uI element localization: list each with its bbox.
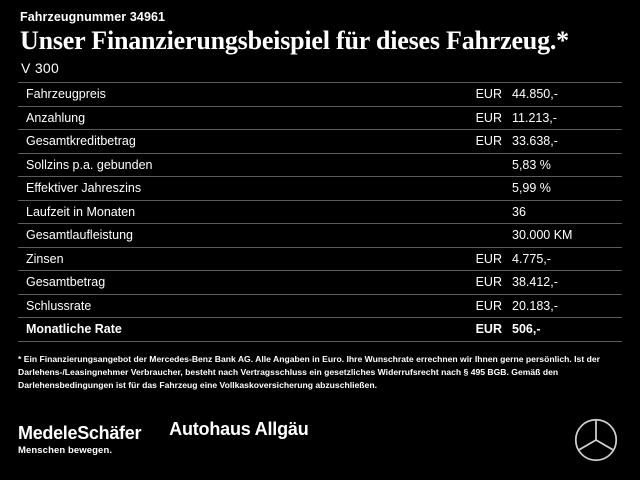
row-label: Monatliche Rate bbox=[18, 318, 460, 342]
row-label: Sollzins p.a. gebunden bbox=[18, 153, 460, 177]
footer bbox=[18, 418, 622, 462]
row-value: 506,- bbox=[512, 318, 622, 342]
row-currency bbox=[460, 177, 512, 201]
table-row bbox=[18, 83, 622, 107]
table-row bbox=[18, 294, 622, 318]
row-value: 36 bbox=[512, 200, 622, 224]
row-label: Zinsen bbox=[18, 247, 460, 271]
row-value: 20.183,- bbox=[512, 294, 622, 318]
row-currency: EUR bbox=[460, 271, 512, 295]
row-currency: EUR bbox=[460, 130, 512, 154]
table-row bbox=[18, 153, 622, 177]
mercedes-star-icon bbox=[574, 418, 618, 462]
row-label: Schlussrate bbox=[18, 294, 460, 318]
table-row bbox=[18, 130, 622, 154]
page-title: Unser Finanzierungsbeispiel für dieses Fahrzeug.* bbox=[20, 26, 569, 55]
row-currency: EUR bbox=[460, 294, 512, 318]
row-label: Gesamtkreditbetrag bbox=[18, 130, 460, 154]
row-label: Fahrzeugpreis bbox=[18, 83, 460, 107]
row-value: 44.850,- bbox=[512, 83, 622, 107]
row-value: 4.775,- bbox=[512, 247, 622, 271]
finance-table bbox=[18, 82, 622, 342]
table-row bbox=[18, 224, 622, 248]
dealer-company-name: Autohaus Allgäu bbox=[169, 419, 309, 439]
table-row bbox=[18, 177, 622, 201]
row-value: 11.213,- bbox=[512, 106, 622, 130]
row-label: Effektiver Jahreszins bbox=[18, 177, 460, 201]
dealer-brand-name: MedeleSchäfer bbox=[18, 422, 142, 443]
table-row bbox=[18, 271, 622, 295]
row-currency bbox=[460, 153, 512, 177]
row-currency: EUR bbox=[460, 247, 512, 271]
footnote-text: * Ein Finanzierungsangebot der Mercedes-Benz Bank AG. Alle Angaben in Euro. Ihre Wunschrate errechnen wir Ihnen gerne persönlich. Ist der Darlehens-/Leasingnehmer Verbraucher, besteht nach Vertragsschluss ein gesetzliches Widerrufsrecht nach § 495 BGB. Gemäß den Darlehensbedingungen ist für das Fahrzeug eine Vollkaskoversicherung abzuschließen. bbox=[18, 353, 600, 391]
row-currency bbox=[460, 200, 512, 224]
row-label: Laufzeit in Monaten bbox=[18, 200, 460, 224]
vehicle-model: V 300 bbox=[21, 60, 60, 76]
dealer-logo bbox=[18, 424, 141, 457]
row-currency: EUR bbox=[460, 106, 512, 130]
row-value: 38.412,- bbox=[512, 271, 622, 295]
row-currency: EUR bbox=[460, 318, 512, 342]
row-value: 30.000 KM bbox=[512, 224, 622, 248]
vehicle-number: Fahrzeugnummer 34961 bbox=[20, 10, 166, 24]
row-label: Gesamtbetrag bbox=[18, 271, 460, 295]
row-currency bbox=[460, 224, 512, 248]
row-label: Anzahlung bbox=[18, 106, 460, 130]
row-value: 5,83 % bbox=[512, 153, 622, 177]
row-label: Gesamtlaufleistung bbox=[18, 224, 460, 248]
table-row bbox=[18, 200, 622, 224]
row-currency: EUR bbox=[460, 83, 512, 107]
row-value: 33.638,- bbox=[512, 130, 622, 154]
row-value: 5,99 % bbox=[512, 177, 622, 201]
dealer-claim: Menschen bewegen. bbox=[18, 445, 113, 457]
table-row bbox=[18, 106, 622, 130]
table-row-total bbox=[18, 318, 622, 342]
table-row bbox=[18, 247, 622, 271]
